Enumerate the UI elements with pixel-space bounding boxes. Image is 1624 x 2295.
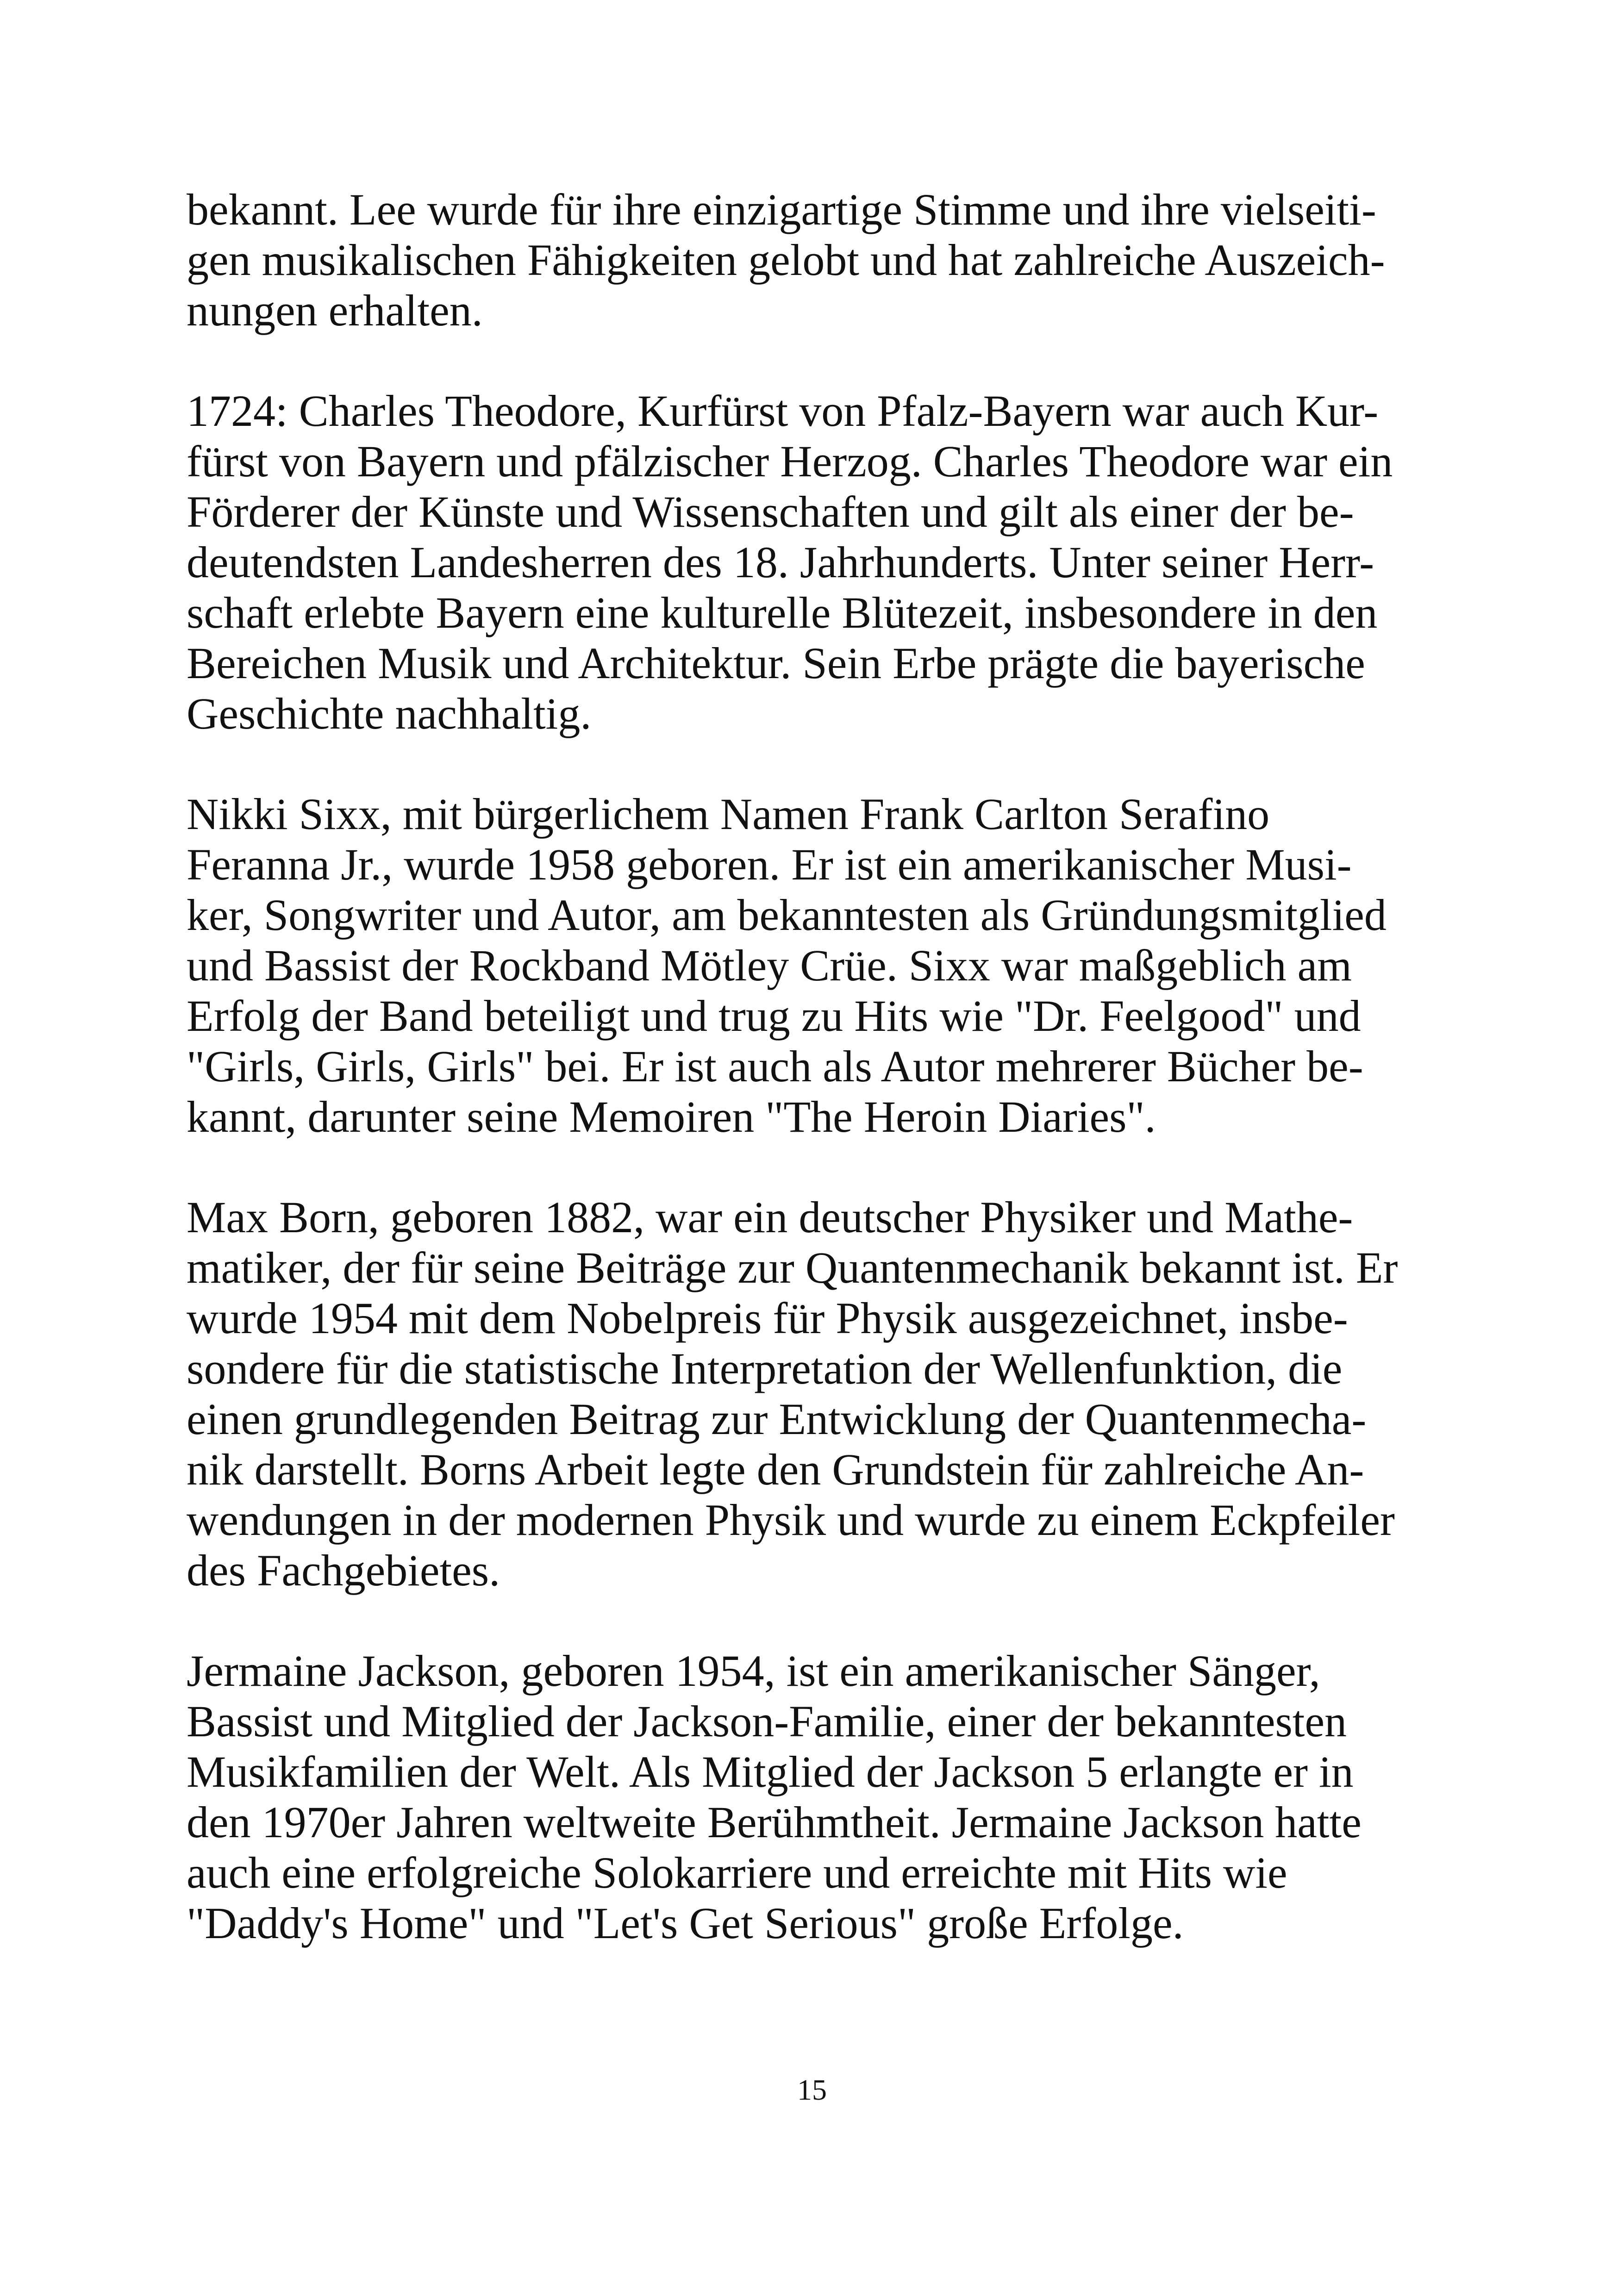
text-line: des Fachgebietes. <box>187 1546 500 1595</box>
text-line: matiker, der für seine Beiträge zur Quantenmechanik bekannt ist. Er <box>187 1243 1398 1292</box>
text-line: gen musikalischen Fähigkeiten gelobt und hat zahlreiche Auszeich- <box>187 235 1385 285</box>
text-line: und Bassist der Rockband Mötley Crüe. Sixx war maßgeblich am <box>187 941 1352 990</box>
text-line: einen grundlegenden Beitrag zur Entwicklung der Quantenmecha- <box>187 1394 1367 1444</box>
paragraph-max-born <box>187 1192 1450 1596</box>
text-line: wurde 1954 mit dem Nobelpreis für Physik ausgezeichnet, insbe- <box>187 1293 1348 1343</box>
page-body <box>187 184 1450 1998</box>
text-line: den 1970er Jahren weltweite Berühmtheit. Jermaine Jackson hatte <box>187 1797 1362 1847</box>
text-line: "Girls, Girls, Girls" bei. Er ist auch als Autor mehrerer Bücher be- <box>187 1041 1363 1091</box>
text-line: "Daddy's Home" und "Let's Get Serious" große Erfolge. <box>187 1898 1184 1948</box>
text-line: Nikki Sixx, mit bürgerlichem Namen Frank Carlton Serafino <box>187 789 1270 839</box>
paragraph-jermaine-jackson <box>187 1646 1450 1948</box>
text-line: Förderer der Künste und Wissenschaften und gilt als einer der be- <box>187 487 1354 536</box>
text-line: Max Born, geboren 1882, war ein deutscher Physiker und Mathe- <box>187 1192 1353 1242</box>
text-line: Feranna Jr., wurde 1958 geboren. Er ist ein amerikanischer Musi- <box>187 840 1352 889</box>
paragraph-charles-theodore <box>187 386 1450 739</box>
text-line: nik darstellt. Borns Arbeit legte den Grundstein für zahlreiche An- <box>187 1445 1364 1494</box>
text-line: schaft erlebte Bayern eine kulturelle Blütezeit, insbesondere in den <box>187 588 1378 637</box>
text-line: fürst von Bayern und pfälzischer Herzog. Charles Theodore war ein <box>187 437 1393 486</box>
text-line: 1724: Charles Theodore, Kurfürst von Pfalz-Bayern war auch Kur- <box>187 386 1379 436</box>
paragraph-nikki-sixx <box>187 789 1450 1142</box>
text-line: Geschichte nachhaltig. <box>187 689 592 738</box>
text-line: sondere für die statistische Interpretation der Wellenfunktion, die <box>187 1344 1343 1393</box>
text-line: kannt, darunter seine Memoiren "The Heroin Diaries". <box>187 1092 1156 1141</box>
text-line: Bassist und Mitglied der Jackson-Familie, einer der bekanntesten <box>187 1696 1347 1746</box>
paragraph-lee <box>187 184 1450 336</box>
text-line: Bereichen Musik und Architektur. Sein Erbe prägte die bayerische <box>187 638 1365 688</box>
text-line: wendungen in der modernen Physik und wurde zu einem Eckpfeiler <box>187 1495 1395 1545</box>
text-line: Erfolg der Band beteiligt und trug zu Hits wie "Dr. Feelgood" und <box>187 991 1361 1041</box>
text-line: Jermaine Jackson, geboren 1954, ist ein amerikanischer Sänger, <box>187 1646 1320 1696</box>
text-line: auch eine erfolgreiche Solokarriere und erreichte mit Hits wie <box>187 1848 1287 1897</box>
page-number: 15 <box>797 2073 827 2106</box>
text-line: nungen erhalten. <box>187 286 483 335</box>
text-line: deutendsten Landesherren des 18. Jahrhunderts. Unter seiner Herr- <box>187 537 1374 587</box>
text-line: bekannt. Lee wurde für ihre einzigartige Stimme und ihre vielseiti- <box>187 185 1376 234</box>
text-line: Musikfamilien der Welt. Als Mitglied der Jackson 5 erlangte er in <box>187 1747 1354 1796</box>
text-line: ker, Songwriter und Autor, am bekanntesten als Gründungsmitglied <box>187 890 1387 940</box>
